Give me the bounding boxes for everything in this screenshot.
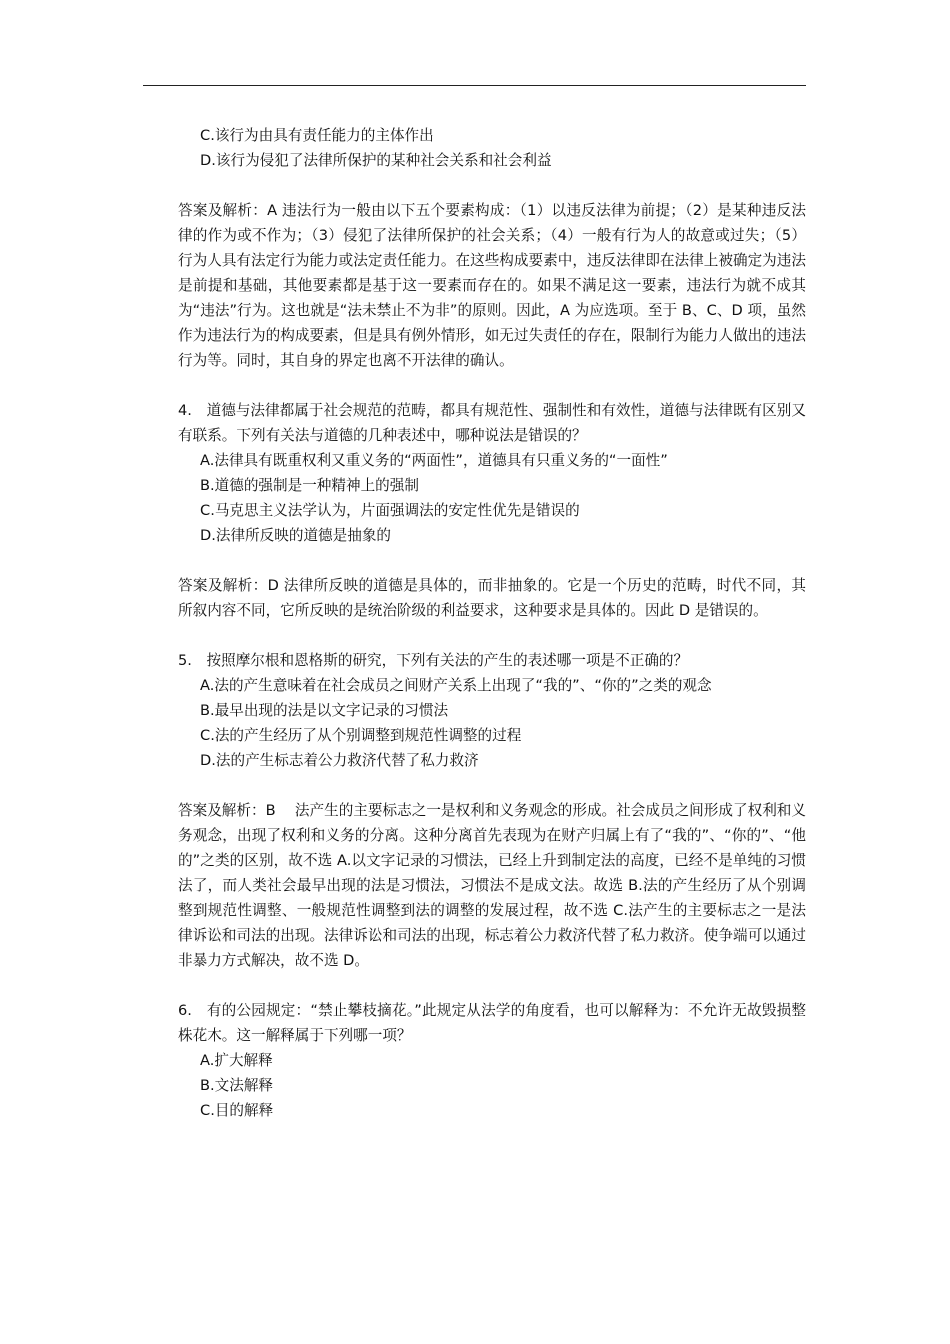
q5-option-b: B.最早出现的法是以文字记录的习惯法: [200, 702, 449, 719]
q5-stem: 5. 按照摩尔根和恩格斯的研究，下列有关法的产生的表述哪一项是不正确的？: [178, 652, 689, 669]
q3-option-d: D.该行为侵犯了法律所保护的某种社会关系和社会利益: [200, 152, 552, 169]
q4-option-a: A.法律具有既重权利又重义务的“两面性”，道德具有只重义务的“一面性”: [200, 452, 668, 469]
q4-stem: 4. 道德与法律都属于社会规范的范畴，都具有规范性、强制性和有效性，道德与法律既有区别又有联系。下列有关法与道德的几种表述中，哪种说法是错误的？: [178, 402, 806, 444]
q5-answer: 答案及解析：B 法产生的主要标志之一是权利和义务观念的形成。社会成员之间形成了权利和义务观念，出现了权利和义务的分离。这种分离首先表现为在财产归属上有了“我的”、“你的”、“他的”之类的区别，故不选 A.以文字记录的习惯法，已经上升到制定法的高度，已经不是单纯的习惯法了，而人类社会最早出现的法是习惯法，习惯法不是成文法。故选 B.法的产生经历了从个别调整到规范性调整、一般规范性调整到法的调整的发展过程，故不选 C.法产生的主要标志之一是法律诉讼和司法的出现。法律诉讼和司法的出现，标志着公力救济代替了私力救济。使争端可以通过非暴力方式解决，故不选 D。: [178, 802, 806, 969]
q3-option-c: C.该行为由具有责任能力的主体作出: [200, 127, 434, 144]
q5-option-d: D.法的产生标志着公力救济代替了私力救济: [200, 752, 479, 769]
q5-option-c: C.法的产生经历了从个别调整到规范性调整的过程: [200, 727, 522, 744]
q4-option-b: B.道德的强制是一种精神上的强制: [200, 477, 419, 494]
header-rule: [143, 85, 806, 86]
q4-option-c: C.马克思主义法学认为，片面强调法的安定性优先是错误的: [200, 502, 580, 519]
q6-option-c: C.目的解释: [200, 1102, 274, 1119]
q5-option-a: A.法的产生意味着在社会成员之间财产关系上出现了“我的”、“你的”之类的观念: [200, 677, 712, 694]
document-body: [178, 123, 806, 1123]
q6-option-b: B.文法解释: [200, 1077, 274, 1094]
q4-answer: 答案及解析：D 法律所反映的道德是具体的，而非抽象的。它是一个历史的范畴，时代不同，其所叙内容不同，它所反映的是统治阶级的利益要求，这种要求是具体的。因此 D 是错误的。: [178, 577, 806, 619]
q4-option-d: D.法律所反映的道德是抽象的: [200, 527, 392, 544]
q6-stem: 6. 有的公园规定：“禁止攀枝摘花。”此规定从法学的角度看，也可以解释为：不允许无故毁损整株花木。这一解释属于下列哪一项？: [178, 1002, 806, 1044]
q6-option-a: A.扩大解释: [200, 1052, 273, 1069]
q3-answer: 答案及解析：A 违法行为一般由以下五个要素构成：（1）以违反法律为前提；（2）是某种违反法律的作为或不作为；（3）侵犯了法律所保护的社会关系；（4）一般有行为人的故意或过失；（5）行为人具有法定行为能力或法定责任能力。在这些构成要素中，违反法律即在法律上被确定为违法是前提和基础，其他要素都是基于这一要素而存在的。如果不满足这一要素，违法行为就不成其为“违法”行为。这也就是“法未禁止不为非”的原则。因此，A 为应选项。至于 B、C、D 项，虽然作为违法行为的构成要素，但是具有例外情形，如无过失责任的存在，限制行为能力人做出的违法行为等。同时，其自身的界定也离不开法律的确认。: [178, 202, 806, 369]
